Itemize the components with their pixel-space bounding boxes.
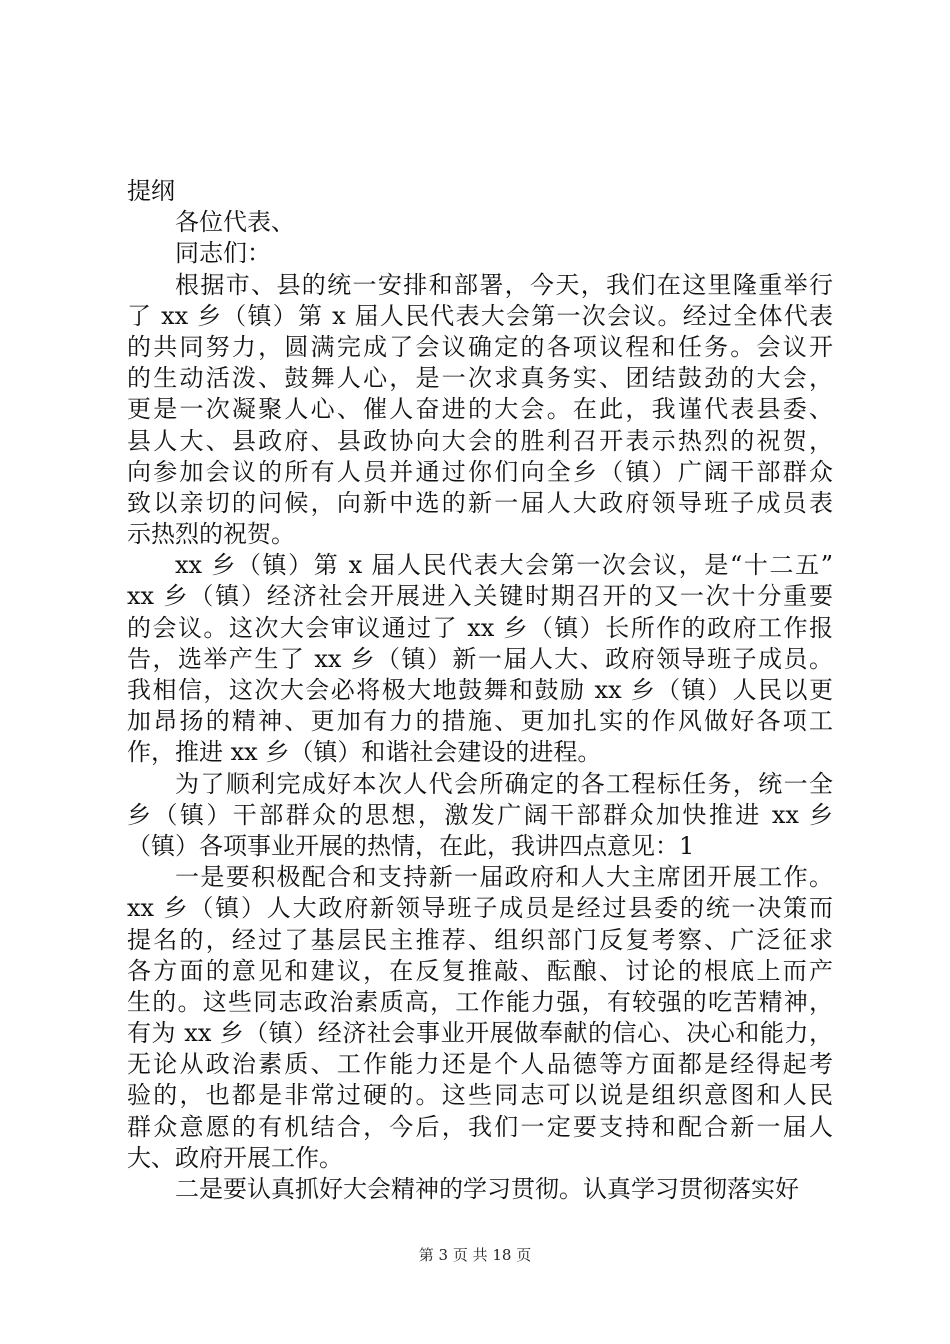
paragraph [127, 1174, 833, 1205]
paragraph-line: 二是要认真抓好大会精神的学习贯彻。认真学习贯彻落实好 [175, 1175, 799, 1203]
paragraph-line: 了 xx 乡（镇）第 x 届人民代表大会第一次会议。经过全体代表 [127, 301, 833, 330]
paragraph [127, 550, 833, 768]
outline-title: 提纲 [127, 177, 175, 205]
paragraph-line: 验的，也都是非常过硬的。这些同志可以说是组织意图和人民 [127, 1081, 833, 1110]
paragraph-line: 乡（镇）干部群众的思想，激发广阔干部群众加快推进 xx 乡 [127, 800, 833, 829]
paragraph-line: 致以亲切的问候，向新中选的新一届人大政府领导班子成员表 [127, 488, 833, 517]
paragraph-line: 一是要积极配合和支持新一届政府和人大主席团开展工作。 [175, 863, 833, 892]
paragraph [127, 769, 833, 863]
paragraph-line: 县人大、县政府、县政协向大会的胜利召开表示热烈的祝贺， [127, 426, 833, 455]
paragraph-line: 更是一次凝聚人心、催人奋进的大会。在此，我谨代表县委、 [127, 395, 833, 424]
paragraph-line: 的会议。这次大会审议通过了 xx 乡（镇）长所作的政府工作报 [127, 613, 833, 642]
paragraph-line: 作，推进 xx 乡（镇）和谐社会建设的进程。 [127, 738, 602, 767]
paragraph-line: 的共同努力，圆满完成了会议确定的各项议程和任务。会议开 [127, 332, 833, 361]
document-body [127, 176, 833, 1205]
paragraph-line: 无论从政治素质、工作能力还是个人品德等方面都是经得起考 [127, 1050, 833, 1079]
paragraph-line: 根据市、县的统一安排和部署，今天，我们在这里隆重举行 [175, 270, 833, 299]
paragraph-line: 我相信，这次大会必将极大地鼓舞和鼓励 xx 乡（镇）人民以更 [127, 676, 833, 704]
paragraph-line: 大、政府开展工作。 [127, 1143, 343, 1172]
greeting-delegates: 各位代表、 [175, 208, 295, 237]
speech-paragraphs [127, 270, 833, 1206]
paragraph-line: xx 乡（镇）经济社会开展进入关键时期召开的又一次十分重要 [127, 582, 833, 611]
paragraph-line: 生的。这些同志政治素质高，工作能力强，有较强的吃苦精神， [127, 987, 833, 1016]
paragraph-line: 向参加会议的所有人员并通过你们向全乡（镇）广阔干部群众 [127, 457, 833, 486]
paragraph-line: 加昂扬的精神、更加有力的措施、更加扎实的作风做好各项工 [127, 707, 833, 736]
paragraph-line: 有为 xx 乡（镇）经济社会事业开展做奉献的信心、决心和能力， [127, 1019, 833, 1048]
paragraph-line: （镇）各项事业开展的热情，在此，我讲四点意见：1 [127, 831, 695, 860]
page-footer: 第 3 页 共 18 页 [418, 1246, 532, 1264]
paragraph [127, 270, 833, 551]
paragraph-line: 告，选举产生了 xx 乡（镇）新一届人大、政府领导班子成员。 [127, 644, 833, 673]
paragraph-line: xx 乡（镇）第 x 届人民代表大会第一次会议，是“十二五” [175, 551, 833, 580]
paragraph [127, 862, 833, 1174]
paragraph-line: 群众意愿的有机结合，今后，我们一定要支持和配合新一届人 [127, 1112, 833, 1141]
paragraph-line: 各方面的意见和建议，在反复推敲、酝酿、讨论的根底上而产 [127, 956, 833, 985]
paragraph-line: 提名的，经过了基层民主推荐、组织部门反复考察、广泛征求 [127, 925, 833, 954]
paragraph-line: 为了顺利完成好本次人代会所确定的各工程标任务，统一全 [175, 769, 833, 798]
greeting-comrades: 同志们： [175, 239, 271, 268]
paragraph-line: 示热烈的祝贺。 [127, 520, 295, 549]
paragraph-line: 的生动活泼、鼓舞人心，是一次求真务实、团结鼓劲的大会， [127, 364, 833, 393]
paragraph-line: xx 乡（镇）人大政府新领导班子成员是经过县委的统一决策而 [127, 894, 833, 923]
